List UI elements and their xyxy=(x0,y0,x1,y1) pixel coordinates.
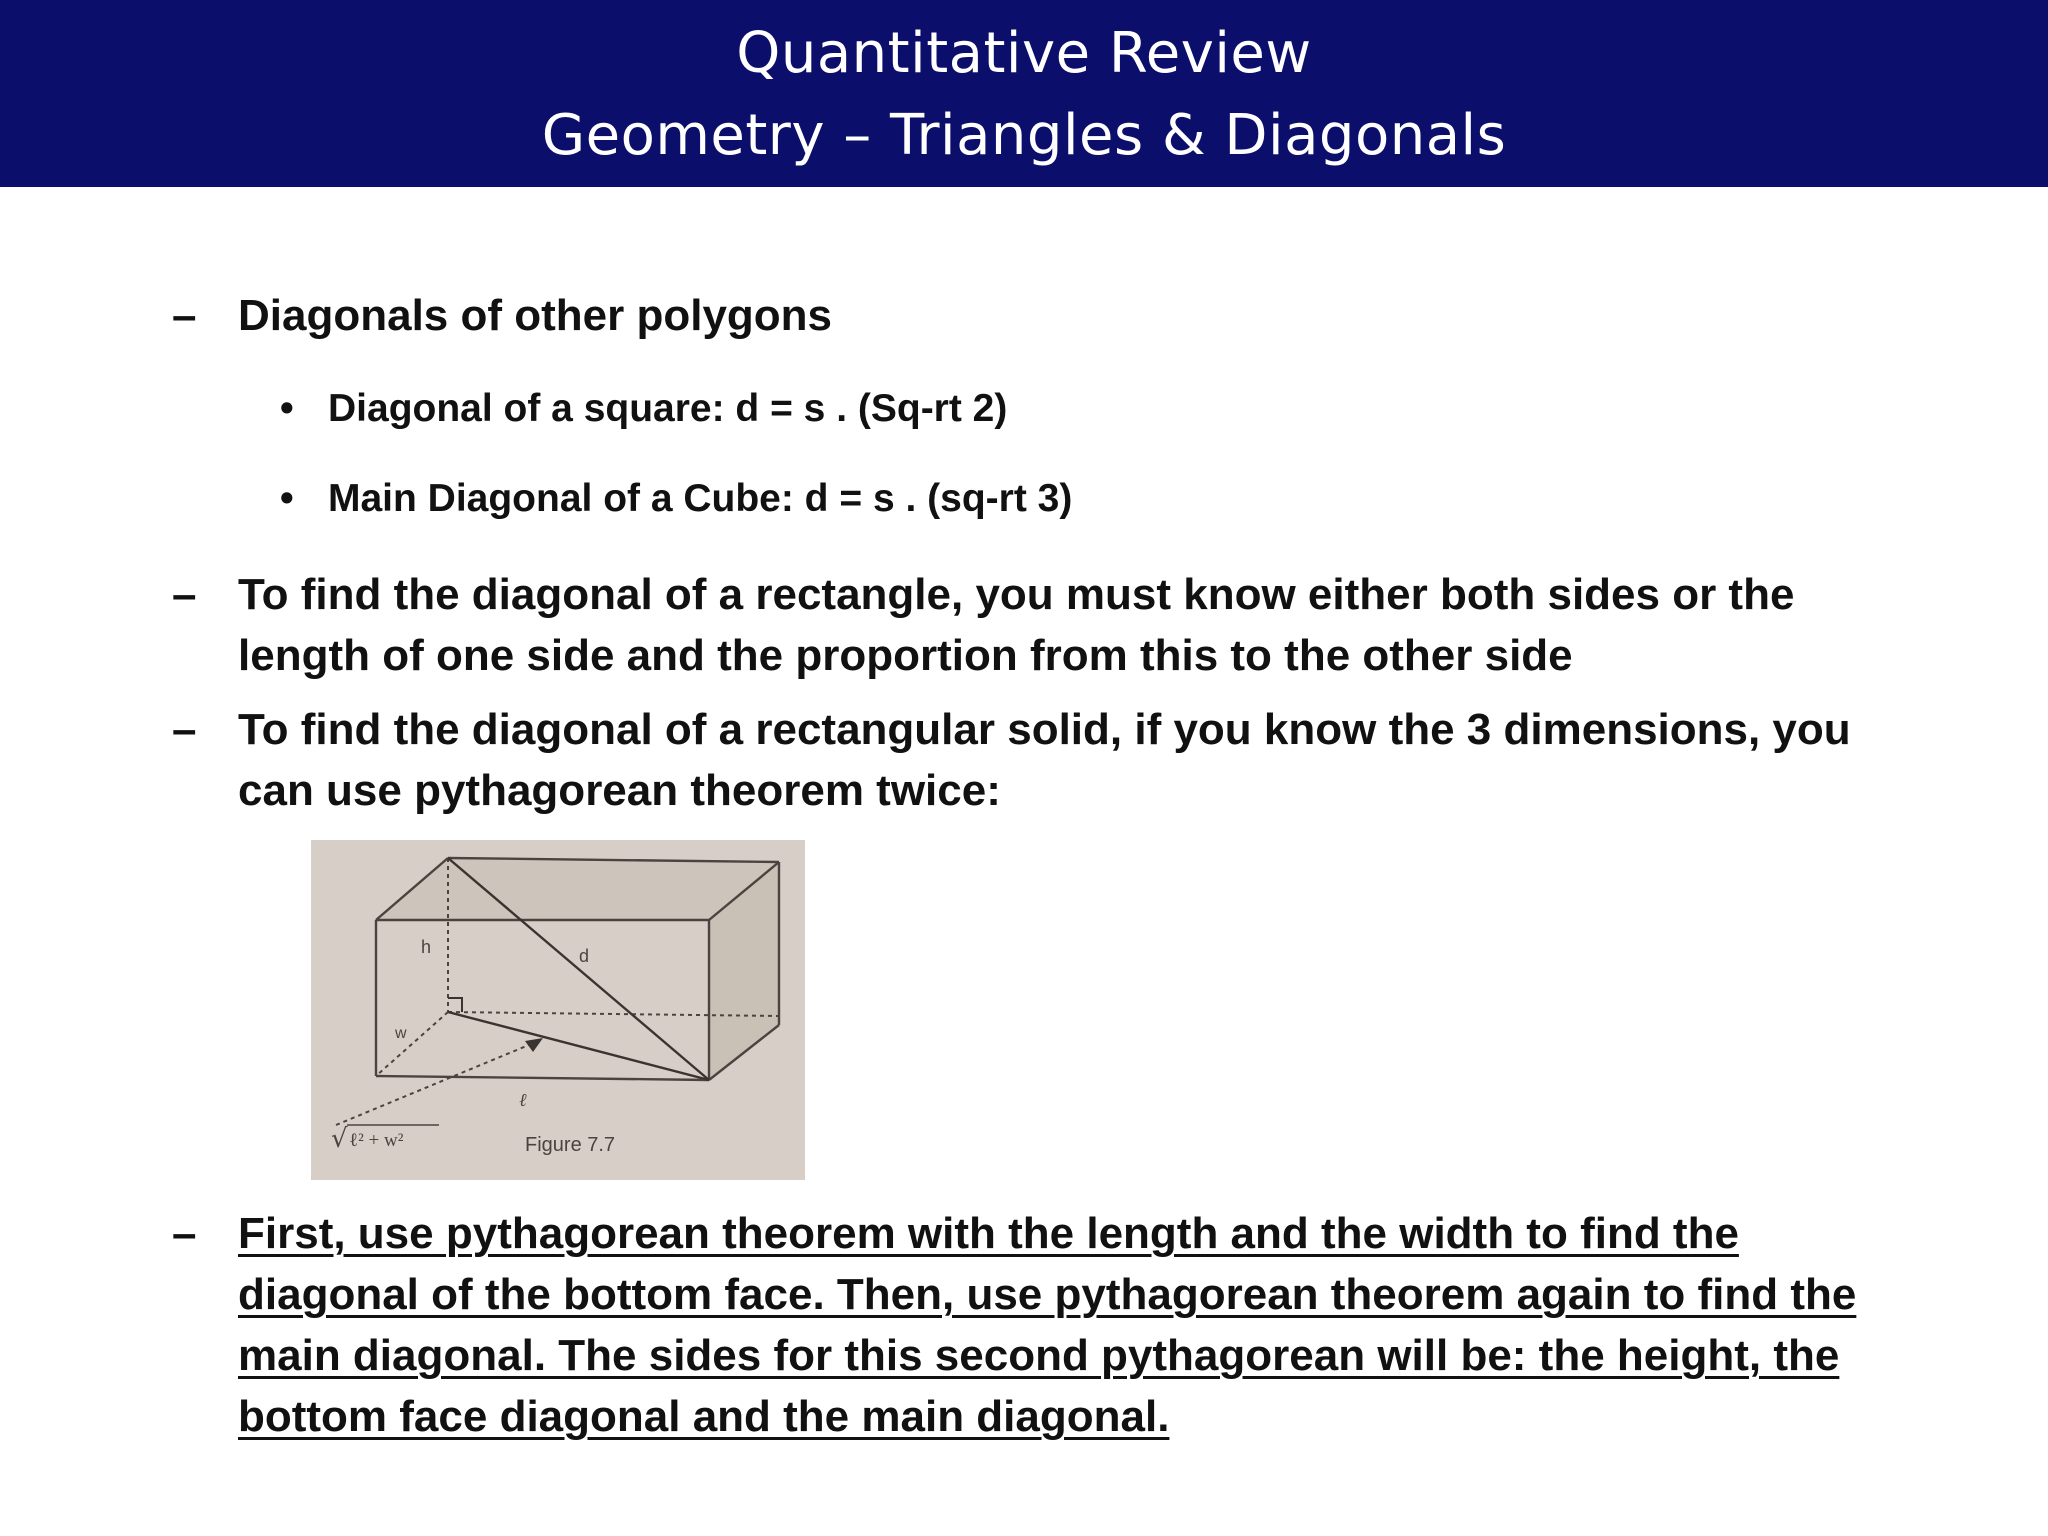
bullet-text: Diagonals of other polygons xyxy=(238,291,833,340)
dash-marker: – xyxy=(172,705,197,754)
dash-marker: – xyxy=(172,570,197,619)
bullet-text: To find the diagonal of a rectangle, you must know either both sides or the length of one side and the proportion from this to the other side xyxy=(238,570,1795,680)
dash-marker: – xyxy=(172,291,197,340)
slide-header xyxy=(0,0,2048,187)
sub-bullet-text: Main Diagonal of a Cube: d = s . (sq-rt 3) xyxy=(328,477,1073,520)
bullet-dot: • xyxy=(280,387,294,430)
bullet-text: To find the diagonal of a rectangular solid, if you know the 3 dimensions, you can use pythagorean theorem twice: xyxy=(238,705,1851,815)
formula-text: ℓ² + w² xyxy=(349,1130,404,1151)
dash-marker: – xyxy=(172,1209,197,1258)
bullet-dot: • xyxy=(280,477,294,520)
formula-root-sign: √ xyxy=(331,1124,348,1154)
label-h: h xyxy=(421,937,432,957)
slide-subtitle: Geometry – Triangles & Diagonals xyxy=(541,103,1507,168)
label-l: ℓ xyxy=(519,1090,527,1110)
sub-bullet-text: Diagonal of a square: d = s . (Sq-rt 2) xyxy=(328,387,1008,430)
rectangular-solid-figure xyxy=(311,840,805,1180)
label-w: w xyxy=(395,1025,407,1042)
bullet-text: First, use pythagorean theorem with the length and the width to find the diagonal of the bottom face. Then, use pythagorean theorem again to find the main diagonal. The sides for this second pythagorean will be: the height, the bottom face diagonal and the main diagonal. xyxy=(238,1209,1857,1441)
slide-title: Quantitative Review xyxy=(736,21,1312,86)
figure-caption: Figure 7.7 xyxy=(525,1134,616,1156)
label-d: d xyxy=(579,946,590,966)
